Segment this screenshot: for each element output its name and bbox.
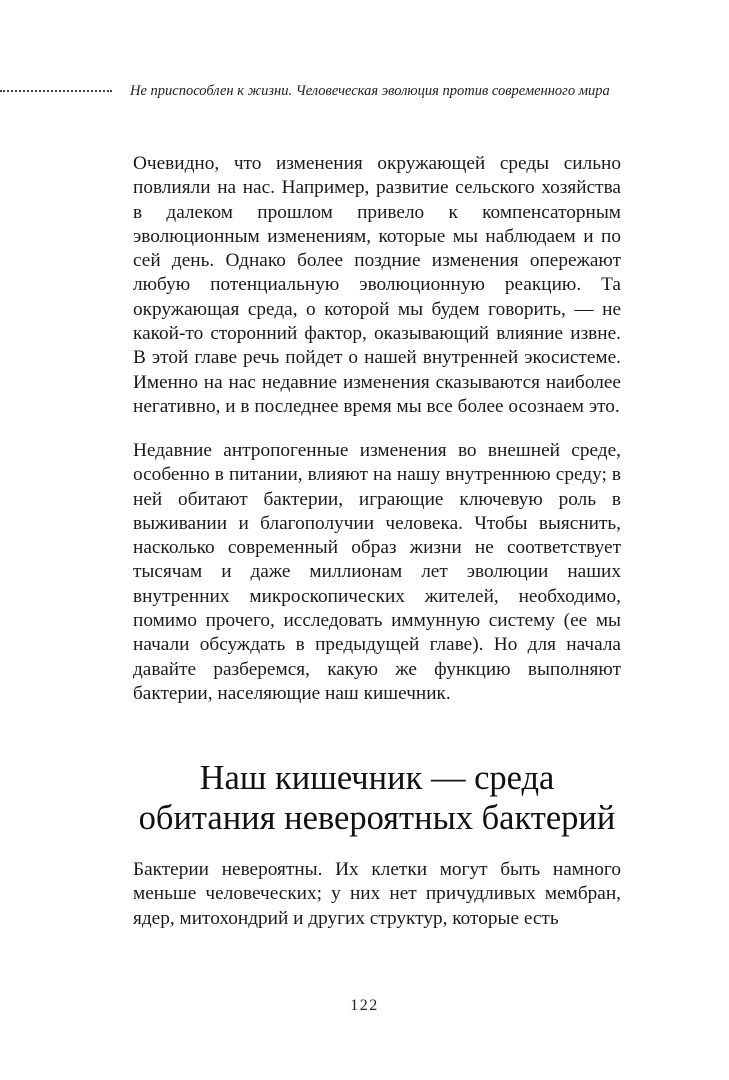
section-heading: Наш кишечник — среда обитания невероятных бактерий (138, 759, 616, 837)
page-number: 122 (350, 997, 379, 1014)
paragraph-2: Недавние антропогенные изменения во внешней среде, особенно в питании, влияют на нашу внутреннюю среду; в ней обитают бактерии, играющие ключевую роль в выживании и благополучии человека. Чтобы выяснить, насколько современный образ жизни не соответствует тысячам и даже миллионам лет эволюции наших внутренних микроскопических жителей, необходимо, помимо прочего, исследовать иммунную систему (ее мы начали обсуждать в предыдущей главе). Но для начала давайте разберемся, какую же функцию выполняют бактерии, населяющие наш кишечник. (133, 440, 621, 704)
paragraph-1: Очевидно, что изменения окружающей среды сильно повлияли на нас. Например, развитие сельского хозяйства в далеком прошлом привело к компенсаторным эволюционным изменениям, которые мы наблюдаем и по сей день. Однако более поздние изменения опережают любую потенциальную эволюционную реакцию. Та окружающая среда, о которой мы будем говорить, — не какой-то сторонний фактор, оказывающий влияние извне. В этой главе речь пойдет о нашей внутренней экосистеме. Именно на нас недавние изменения сказываются наиболее негативно, и в последнее время мы все более осознаем это. (133, 153, 621, 417)
header-leader-dots (0, 90, 112, 92)
running-header-title: Не приспособлен к жизни. Человеческая эволюция против современного мира (130, 83, 610, 99)
running-header (0, 82, 729, 104)
paragraph-3: Бактерии невероятны. Их клетки могут быть намного меньше человеческих; у них нет причудливых мембран, ядер, митохондрий и других структур, которые есть (133, 859, 621, 929)
